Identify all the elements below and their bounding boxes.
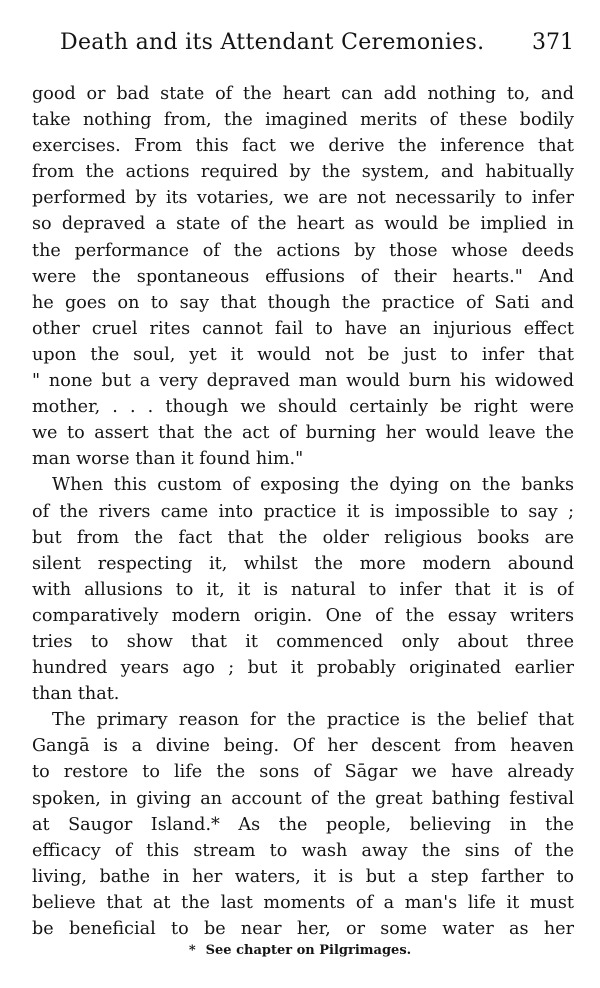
text-line: tries to show that it commenced only about three — [32, 631, 574, 652]
text-line: exercises. From this fact we derive the inference that — [32, 136, 574, 157]
text-line: take nothing from, the imagined merits of these bodily — [32, 110, 574, 131]
text-line: Gangā is a divine being. Of her descent from heaven — [32, 736, 574, 757]
text-line: spoken, in giving an account of the great bathing festival — [32, 788, 574, 809]
text-line: were the spontaneous effusions of their hearts." And — [32, 266, 574, 287]
text-line: of the rivers came into practice it is impossible to say ; — [32, 501, 574, 522]
footnote-text: See chapter on Pilgrimages. — [205, 943, 412, 958]
text-line: other cruel rites cannot fail to have an injurious effect — [32, 318, 574, 339]
text-line: the performance of the actions by those whose deeds — [32, 240, 574, 261]
text-line: When this custom of exposing the dying on the banks — [52, 475, 574, 496]
text-line: so depraved a state of the heart as would be implied in — [32, 214, 574, 235]
text-line: but from the fact that the older religious books are — [32, 527, 574, 548]
text-line: we to assert that the act of burning her would leave the — [32, 423, 574, 444]
text-line: with allusions to it, it is natural to infer that it is of — [32, 579, 574, 600]
text-line: silent respecting it, whilst the more modern abound — [32, 553, 574, 574]
footnote-marker: * — [188, 943, 196, 958]
text-line: comparatively modern origin. One of the essay writers — [32, 605, 574, 626]
paragraph — [32, 707, 574, 942]
text-line: " none but a very depraved man would burn his widowed — [32, 371, 574, 392]
text-line: upon the soul, yet it would not be just to infer that — [32, 344, 574, 365]
footnote — [0, 943, 600, 958]
body-text — [32, 81, 574, 942]
text-line: mother, . . . though we should certainly be right were — [32, 397, 574, 418]
text-line: believe that at the last moments of a man's life it must — [32, 892, 574, 913]
paragraph — [32, 81, 574, 472]
page-header — [60, 30, 574, 64]
text-line: hundred years ago ; but it probably originated earlier — [32, 658, 574, 679]
text-line: good or bad state of the heart can add nothing to, and — [32, 84, 574, 104]
text-line: living, bathe in her waters, it is but a step farther to — [32, 866, 574, 887]
text-line: The primary reason for the practice is the belief that — [52, 710, 574, 731]
text-line: to restore to life the sons of Sāgar we have already — [32, 762, 574, 783]
text-line: at Saugor Island.* As the people, believing in the — [32, 814, 574, 835]
text-line: efficacy of this stream to wash away the sins of the — [32, 840, 574, 861]
text-line: he goes on to say that though the practice of Sati and — [32, 292, 574, 313]
paragraph — [32, 472, 574, 707]
text-line: man worse than it found him." — [32, 449, 304, 470]
page-number: 371 — [532, 30, 574, 55]
text-line: than that. — [32, 684, 120, 705]
running-title: Death and its Attendant Ceremonies. — [60, 30, 485, 55]
text-line: be beneficial to be near her, or some water as her — [32, 919, 574, 939]
text-line: from the actions required by the system, and habitually — [32, 162, 574, 183]
text-line: performed by its votaries, we are not necessarily to infer — [32, 188, 574, 209]
